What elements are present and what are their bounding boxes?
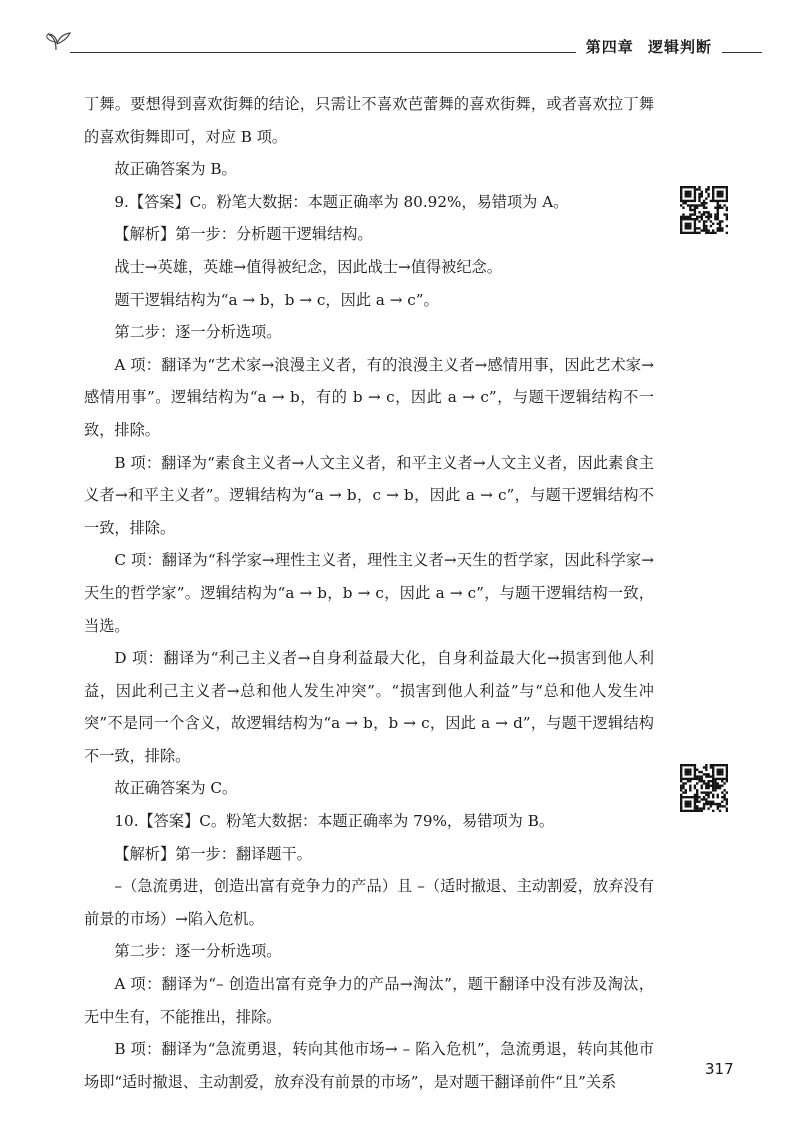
- section-label: 逻辑判断: [647, 38, 712, 56]
- paragraph: 战士→英雄，英雄→值得被纪念，因此战士→值得被纪念。: [114, 257, 502, 276]
- paragraph: 故正确答案为 B。: [114, 160, 237, 179]
- qr-code-icon[interactable]: [680, 186, 728, 234]
- analysis-10: 【解析】第一步：翻译题干。: [114, 844, 312, 863]
- paragraph: 故正确答案为 C。: [114, 779, 238, 798]
- answer-9: 9.【答案】C。粉笔大数据：本题正确率为 80.92%，易错项为 A。: [114, 192, 569, 211]
- body-text: [84, 88, 654, 1098]
- option-c: C 项：翻译为“科学家→理性主义者，理性主义者→天生的哲学家，因此科学家→天生的哲学家”。逻辑结构为“a → b，b → c，因此 a → c”，与题干逻辑结构一致，当选。: [84, 551, 654, 635]
- option-a: A 项：翻译为“艺术家→浪漫主义者，有的浪漫主义者→感情用事，因此艺术家→感情用事”。逻辑结构为“a → b，有的 b → c，因此 a → c”，与题干逻辑结构不一致，排除。: [84, 355, 654, 439]
- paragraph: 第二步：逐一分析选项。: [114, 323, 282, 342]
- qr-code-icon[interactable]: [680, 764, 728, 812]
- answer-10: 10.【答案】C。粉笔大数据：本题正确率为 79%，易错项为 B。: [114, 812, 555, 831]
- running-header: [42, 28, 762, 64]
- paragraph: –（急流勇进，创造出富有竞争力的产品）且 –（适时撤退、主动割爱，放弃没有前景的市场）→陷入危机。: [84, 877, 654, 928]
- chapter-label: 第四章: [585, 38, 634, 56]
- paragraph: 丁舞。要想得到喜欢街舞的结论，只需让不喜欢芭蕾舞的喜欢街舞，或者喜欢拉丁舞的喜欢街舞即可，对应 B 项。: [84, 95, 654, 146]
- option-b: B 项：翻译为“急流勇退，转向其他市场→ – 陷入危机”，急流勇退，转向其他市场即“适时撤退、主动割爱，放弃没有前景的市场”，是对题干翻译前件“且”关系: [84, 1040, 654, 1091]
- option-d: D 项：翻译为“利己主义者→自身利益最大化，自身利益最大化→损害到他人利益，因此利己主义者→总和他人发生冲突”。“损害到他人利益”与“总和他人发生冲突”不是同一个含义，故逻辑结构为“a → b，b → c，因此 a → d”，与题干逻辑结构不一致，排除。: [84, 649, 654, 765]
- paragraph: 题干逻辑结构为“a → b，b → c，因此 a → c”。: [114, 290, 439, 309]
- page-number: 317: [705, 1060, 734, 1078]
- sprout-icon: [42, 28, 76, 54]
- analysis-9: 【解析】第一步：分析题干逻辑结构。: [114, 225, 373, 244]
- header-title: [576, 36, 722, 57]
- paragraph: 第二步：逐一分析选项。: [114, 942, 282, 961]
- option-b: B 项：翻译为“素食主义者→人文主义者，和平主义者→人文主义者，因此素食主义者→和平主义者”。逻辑结构为“a → b，c → b，因此 a → c”，与题干逻辑结构不一致，排除。: [84, 453, 654, 537]
- option-a: A 项：翻译为“– 创造出富有竞争力的产品→淘汰”，题干翻译中没有涉及淘汰，无中生有，不能推出，排除。: [84, 975, 654, 1026]
